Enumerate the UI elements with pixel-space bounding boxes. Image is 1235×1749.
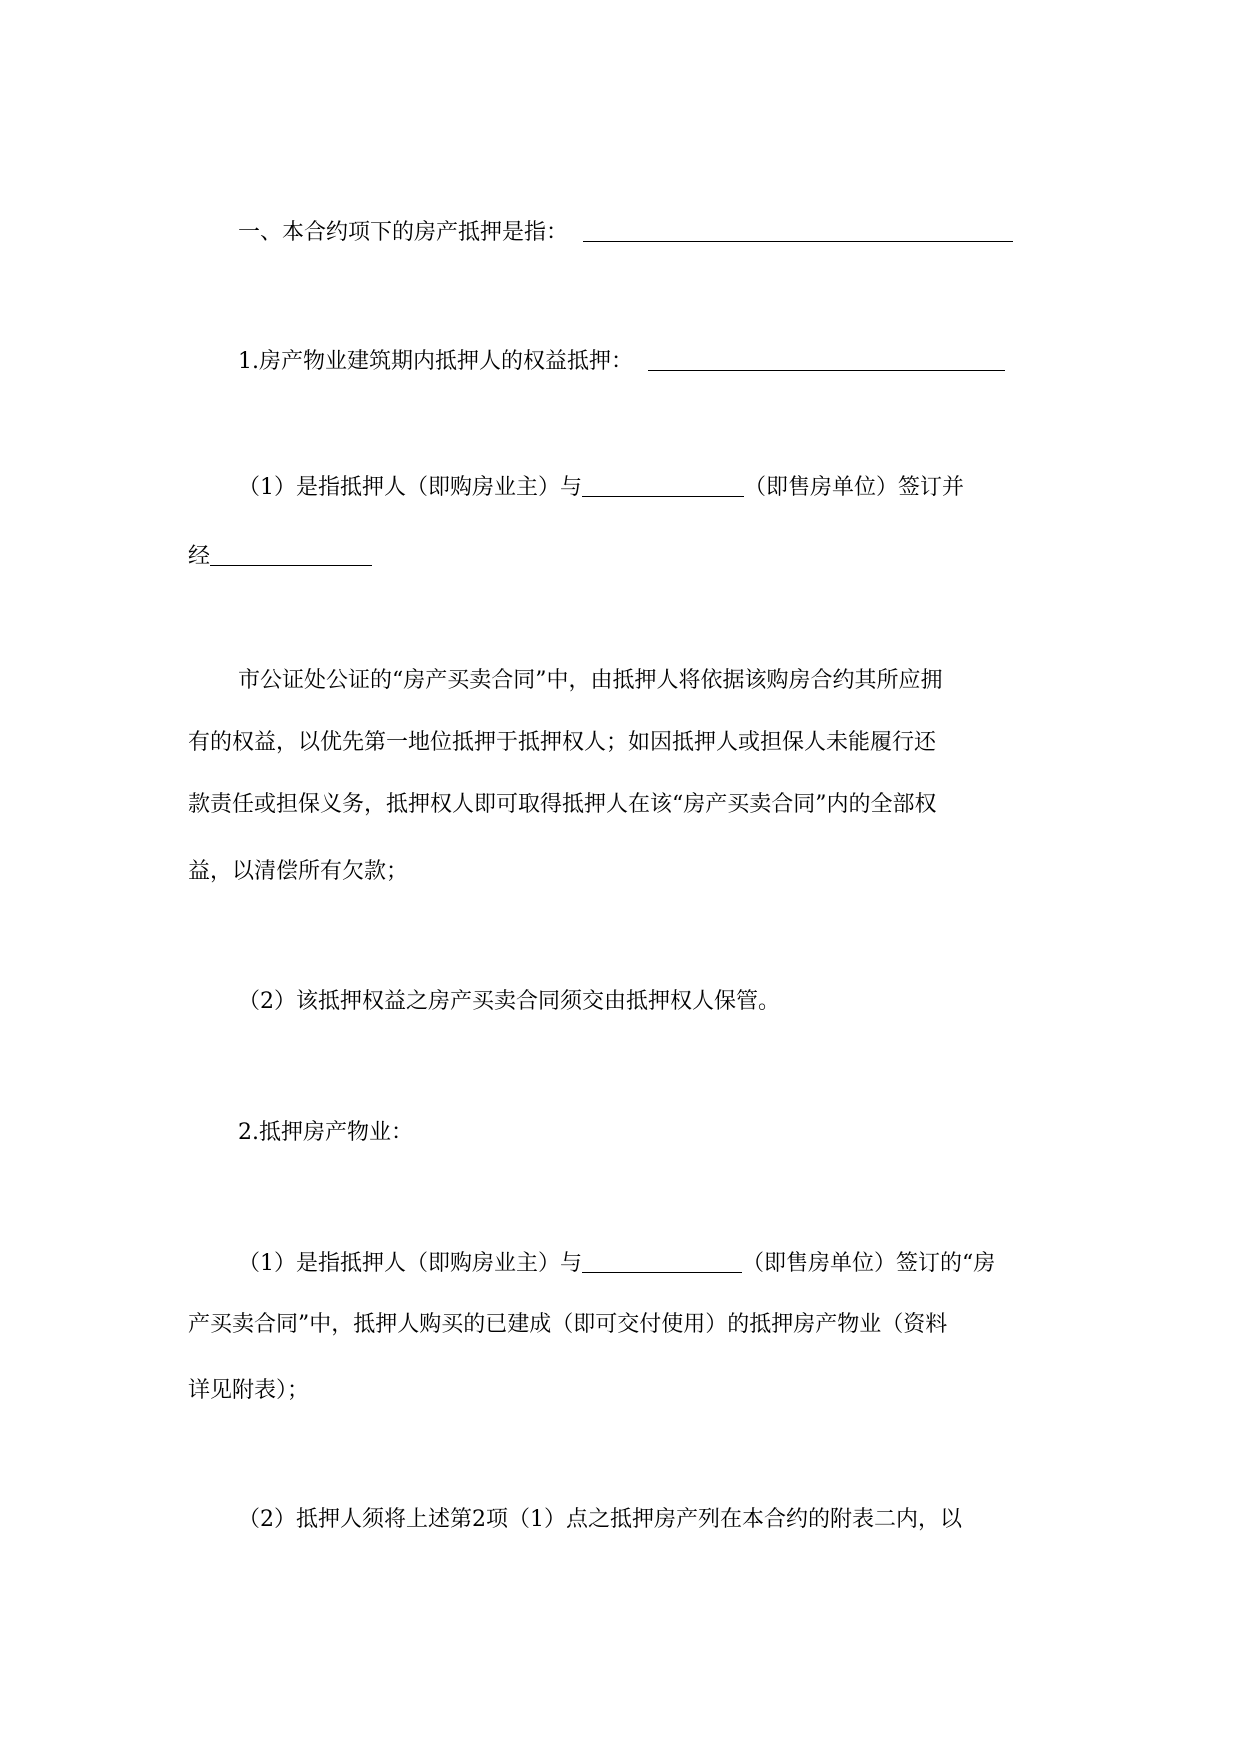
item-1-1-line-2-text: 经 xyxy=(188,544,211,569)
blank-field-notary[interactable] xyxy=(210,543,372,566)
paragraph-line-2-text: 有的权益，以优先第一地位抵押于抵押权人；如因抵押人或担保人未能履行还 xyxy=(188,730,937,755)
paragraph-line-4 xyxy=(188,857,408,887)
item-1-1-line-2 xyxy=(188,542,372,572)
item-2-1-text-after: （即售房单位）签订的“房 xyxy=(742,1251,996,1276)
item-1-text: 1.房产物业建筑期内抵押人的权益抵押： xyxy=(238,349,633,374)
blank-field-seller-1[interactable] xyxy=(582,474,744,497)
item-2-title xyxy=(238,1118,413,1148)
clause-1-title xyxy=(238,218,1013,248)
paragraph-line-3-text: 款责任或担保义务，抵押权人即可取得抵押人在该“房产买卖合同”内的全部权 xyxy=(188,792,937,817)
clause-1-text: 一、本合约项下的房产抵押是指： xyxy=(238,220,569,245)
paragraph-line-4-text: 益，以清偿所有欠款； xyxy=(188,859,409,884)
item-1-1-text-after: （即售房单位）签订并 xyxy=(744,475,965,500)
item-2-1-line-2-text: 产买卖合同”中，抵押人购买的已建成（即可交付使用）的抵押房产物业（资料 xyxy=(188,1312,948,1337)
item-1-2-text: （2）该抵押权益之房产买卖合同须交由抵押权人保管。 xyxy=(238,989,780,1014)
item-2-1-line-3-text: 详见附表）； xyxy=(188,1378,310,1403)
item-2-2-line-1-text: （2）抵押人须将上述第2项（1）点之抵押房产列在本合约的附表二内，以 xyxy=(238,1507,962,1532)
paragraph-line-1 xyxy=(238,666,943,696)
item-2-2-line-1 xyxy=(238,1505,962,1535)
item-2-1-text-before: （1）是指抵押人（即购房业主）与 xyxy=(238,1251,582,1276)
item-2-1-line-1 xyxy=(238,1249,995,1279)
item-1-2 xyxy=(238,987,780,1017)
paragraph-line-3 xyxy=(188,790,937,820)
paragraph-line-2 xyxy=(188,728,936,758)
blank-field-item-1[interactable] xyxy=(648,348,1005,371)
item-1-1-text-before: （1）是指抵押人（即购房业主）与 xyxy=(238,475,582,500)
item-2-1-line-2 xyxy=(188,1310,947,1340)
item-2-1-line-3 xyxy=(188,1376,309,1406)
item-2-text: 2.抵押房产物业： xyxy=(238,1120,413,1145)
item-1-title xyxy=(238,347,1005,377)
blank-field-clause-1[interactable] xyxy=(583,219,1013,242)
blank-field-seller-2[interactable] xyxy=(582,1250,742,1273)
item-1-1-line-1 xyxy=(238,473,964,503)
paragraph-line-1-text: 市公证处公证的“房产买卖合同”中，由抵押人将依据该购房合约其所应拥 xyxy=(238,668,943,693)
